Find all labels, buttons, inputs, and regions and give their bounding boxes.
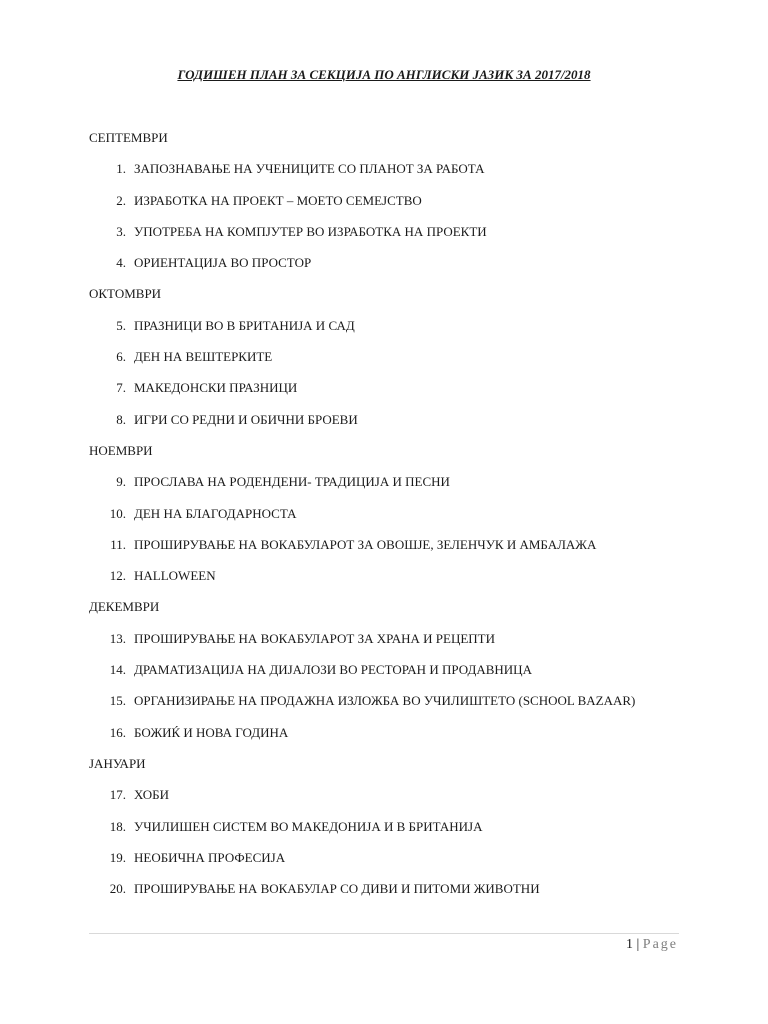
- list-item-text: ОРГАНИЗИРАЊЕ НА ПРОДАЖНА ИЗЛОЖБА ВО УЧИЛИШТЕТО (SCHOOL BAZAAR): [134, 693, 636, 709]
- list-item-number: 11.: [110, 536, 126, 552]
- document-title: ГОДИШЕН ПЛАН ЗА СЕКЦИЈА ПО АНГЛИСКИ ЈАЗИК ЗА 2017/2018: [177, 67, 591, 82]
- list-item-text: ДРАМАТИЗАЦИЈА НА ДИЈАЛОЗИ ВО РЕСТОРАН И ПРОДАВНИЦА: [134, 662, 532, 678]
- plan-content: [89, 126, 689, 908]
- list-item-text: ДЕН НА БЛАГОДАРНОСТА: [134, 505, 297, 521]
- list-item: [89, 220, 689, 251]
- list-item: [89, 846, 689, 877]
- month-heading: СЕПТЕМВРИ: [89, 130, 168, 145]
- list-item: [89, 345, 689, 376]
- list-item-text: ОРИЕНТАЦИЈА ВО ПРОСТОР: [134, 255, 312, 271]
- page-footer: [626, 937, 678, 953]
- page-number: 1: [625, 937, 633, 952]
- list-item: [89, 658, 689, 689]
- list-item-text: ПРОСЛАВА НА РОДЕНДЕНИ- ТРАДИЦИЈА И ПЕСНИ: [134, 474, 450, 490]
- list-item: [89, 533, 689, 564]
- list-item-number: 4.: [116, 255, 126, 271]
- list-item: [89, 470, 689, 501]
- month-heading: ЈАНУАРИ: [89, 755, 146, 771]
- list-item: [89, 689, 689, 720]
- list-item: [89, 877, 689, 908]
- list-item-text: ПРАЗНИЦИ ВО В БРИТАНИЈА И САД: [134, 317, 355, 333]
- list-item-text: УПОТРЕБА НА КОМПЈУТЕР ВО ИЗРАБОТКА НА ПРОЕКТИ: [134, 223, 487, 239]
- list-item-number: 15.: [109, 693, 126, 709]
- list-item: [89, 564, 689, 595]
- list-item-number: 10.: [109, 505, 126, 521]
- list-item-text: НЕОБИЧНА ПРОФЕСИЈА: [134, 849, 286, 865]
- list-item-number: 9.: [116, 474, 126, 490]
- list-item-number: 19.: [109, 849, 126, 865]
- list-item-text: УЧИЛИШЕН СИСТЕМ ВО МАКЕДОНИЈА И В БРИТАНИЈА: [134, 818, 483, 834]
- list-item-number: 20.: [109, 881, 126, 897]
- list-item-number: 6.: [116, 349, 126, 365]
- list-item: [89, 189, 689, 220]
- footer-separator: |: [636, 937, 640, 952]
- list-item-text: ПРОШИРУВАЊЕ НА ВОКАБУЛАРОТ ЗА ОВОШЈЕ, ЗЕЛЕНЧУК И АМБАЛАЖА: [134, 536, 597, 552]
- list-item-text: БОЖИЌ И НОВА ГОДИНА: [134, 724, 289, 740]
- list-item-text: HALLOWEEN: [134, 568, 216, 584]
- list-item: [89, 157, 689, 188]
- list-item-number: 13.: [109, 630, 126, 646]
- list-item-number: 18.: [109, 818, 126, 834]
- list-item: [89, 251, 689, 282]
- list-item-text: ДЕН НА ВЕШТЕРКИТЕ: [134, 349, 273, 365]
- list-item: [89, 783, 689, 814]
- list-item-text: ПРОШИРУВАЊЕ НА ВОКАБУЛАРОТ ЗА ХРАНА И РЕЦЕПТИ: [134, 630, 495, 646]
- list-item-number: 3.: [116, 223, 126, 239]
- list-item-number: 17.: [109, 787, 126, 803]
- page-label: Page: [642, 937, 678, 952]
- list-item-text: ЗАПОЗНАВАЊЕ НА УЧЕНИЦИТЕ СО ПЛАНОТ ЗА РАБОТА: [134, 161, 485, 177]
- list-item-text: ИГРИ СО РЕДНИ И ОБИЧНИ БРОЕВИ: [134, 411, 358, 427]
- list-item-text: МАКЕДОНСКИ ПРАЗНИЦИ: [134, 380, 298, 396]
- list-item: [89, 627, 689, 658]
- list-item-number: 14.: [109, 662, 126, 678]
- list-item: [89, 721, 689, 752]
- list-item-number: 8.: [116, 411, 126, 427]
- list-item: [89, 408, 689, 439]
- list-item: [89, 502, 689, 533]
- list-item-number: 16.: [109, 724, 126, 740]
- list-item-text: ПРОШИРУВАЊЕ НА ВОКАБУЛАР СО ДИВИ И ПИТОМИ ЖИВОТНИ: [134, 881, 540, 897]
- footer-divider: [89, 933, 679, 934]
- list-item: [89, 314, 689, 345]
- list-item-number: 5.: [116, 317, 126, 333]
- list-item-number: 1.: [116, 161, 126, 177]
- list-item-number: 12.: [109, 568, 126, 584]
- list-item-text: ИЗРАБОТКА НА ПРОЕКТ – МОЕТО СЕМЕЈСТВО: [134, 192, 422, 208]
- month-heading: ДЕКЕМВРИ: [89, 599, 160, 615]
- month-heading: НОЕМВРИ: [89, 442, 153, 458]
- list-item-number: 2.: [116, 192, 126, 208]
- list-item-text: ХОБИ: [134, 787, 169, 803]
- list-item-number: 7.: [116, 380, 126, 396]
- list-item: [89, 815, 689, 846]
- month-heading: ОКТОМВРИ: [89, 286, 162, 302]
- list-item: [89, 376, 689, 407]
